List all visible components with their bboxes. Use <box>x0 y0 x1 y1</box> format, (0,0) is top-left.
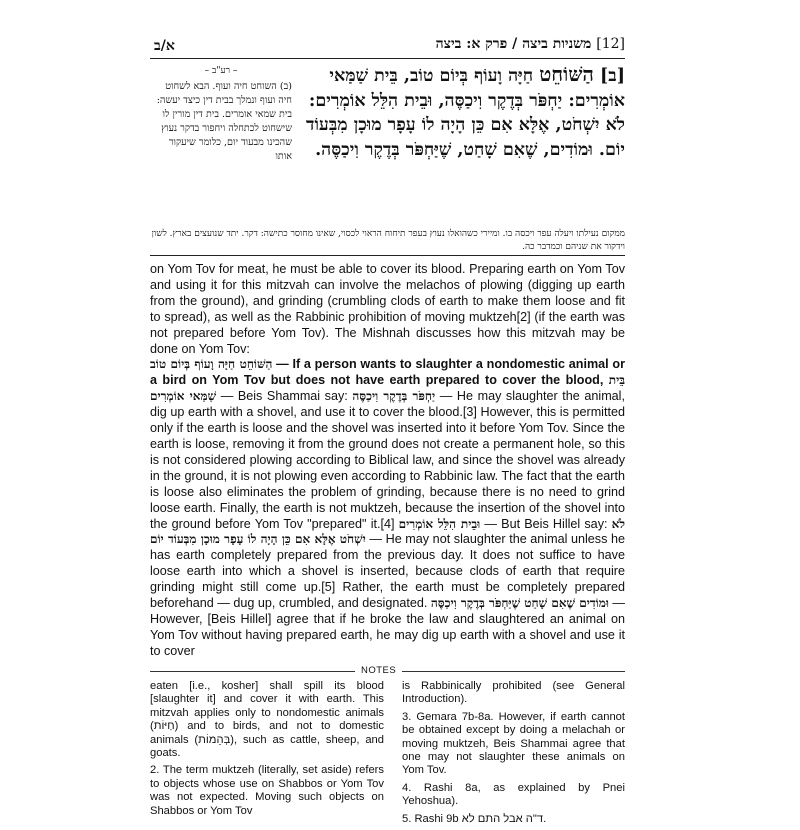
book-page <box>150 22 626 825</box>
running-header <box>150 34 625 60</box>
note-4: 4. Rashi 8a, as explained by Pnei Yehoshua). <box>402 781 625 808</box>
note-2-cont: is Rabbinically prohibited (see General Introduction). <box>402 680 625 706</box>
text-segment: — Beis Shammai say: <box>216 389 353 404</box>
mishnah-body: חַיָּה וָעוֹף בְּיוֹם טוֹב, בֵּית שַׁמַּאי אוֹמְרִים: יַחְפֹּר בְּדֶקֶר וִיכַסֶּה, וּבֵית הִלֵּל אוֹמְרִים: לֹא יִשְׁחֹט, אֶלָּא אִם כֵּן הָיָה לוֹ עָפָר מוּכָן מִבְּעוֹד יוֹם. וּמוֹדִים, שֶׁאִם שָׁחַט, שֶׁיַּחְפֹּר בְּדֶקֶר וִיכַסֶּה. <box>306 66 625 160</box>
text-segment: — If a person wants to slaughter a nondomestic animal or a bird on Yom Tov but does not have earth prepared to cover the blood, <box>150 357 625 388</box>
hebrew-quote: וּבֵית הִלֵּל אוֹמְרִים <box>398 516 481 531</box>
note-2: 2. The term muktzeh (literally, set aside) refers to objects whose use on Shabbos or Yom Tov was not expected. Moving such objects on Shabbos or Yom Tov <box>150 764 384 817</box>
text-segment: — He may slaughter the animal, dig up earth with a shovel, and use it to cover the blood.[3] However, this is permitted only if the earth is loose and the shovel was inserted into it before Yom Tov. Since the earth is loose, removing it from the ground does not create a permanent hole, so this is not considered plowing according to Biblical law, and since the shovel was already in the ground, it is not plowing even according to Rabbinic law. The fact that the earth is loose also eliminates the problem of grinding, because there is no need to grind loose earth. Finally, the earth is not muktzeh, because the insertion of the shovel into the ground before Yom Tov "prepared" it.[4] <box>150 389 625 531</box>
text-segment: — He may not slaughter the animal unless he has earth completely prepared from the previous day. It does not suffice to have loose earth into which a shovel is inserted, because clods of earth that require grinding might still come up.[5] Rather, the earth must be completely prepared beforehand — dug up, crumbled, and designated. <box>150 532 626 611</box>
page-number: [12] <box>596 36 625 52</box>
mishnah-text <box>300 62 625 162</box>
hebrew-quote: הַשּׁוֹחֵט חַיָּה וָעוֹף בְּיוֹם טוֹב <box>150 357 273 372</box>
english-commentary <box>150 262 625 660</box>
hebrew-quote: וּמוֹדִים שֶׁאִם שָׁחַט שֶׁיַּחְפֹּר בְּדֶקֶר וִיכַסֶּה <box>430 596 609 611</box>
notes-column-left <box>150 680 384 822</box>
mishnah-number: [ב] <box>600 66 625 86</box>
hebrew-quote: יַחְפֹּר בְּדֶקֶר וִיכַסֶּה <box>352 389 436 404</box>
rav-commentary <box>150 64 292 164</box>
running-title <box>436 36 625 53</box>
mishnah-opening: הַשּׁוֹחֵט <box>539 62 594 86</box>
notes-divider <box>150 665 625 677</box>
section-divider <box>150 255 625 256</box>
note-3: 3. Gemara 7b-8a. However, if earth cannot be obtained except by doing a melachah or moving muktzeh, Beis Shammai agree that one may not slaughter these animals on Yom Tov. <box>402 710 625 777</box>
note-1: eaten [i.e., kosher] shall spill its blood [slaughter it] and cover it with earth. This mitzvah applies only to nondomestic animals (חַיּוֹת) and to birds, and not to domestic animals (בְּהֵמוֹת), such as cattle, sheep, and goats. <box>150 680 384 760</box>
text-segment: — But Beis Hillel say: <box>480 516 612 531</box>
rav-label: – רע"ב – <box>204 66 238 76</box>
note-5: 5. Rashi 9b ד"ה אבל התם לא. <box>402 812 547 825</box>
notes-column-right <box>402 680 625 830</box>
notes-label: NOTES <box>355 665 402 676</box>
folio: א/ב <box>154 38 175 54</box>
paragraph-main <box>150 357 625 659</box>
text-segment: — However, [Beis Hillel] agree that if he broke the law and slaughtered an animal on Yom Tov without having prepared earth, he may dig up earth with a shovel and use it to cover <box>150 596 625 658</box>
running-title-text: משניות ביצה / פרק א: ביצה <box>435 36 592 52</box>
hebrew-quote: לֹא יִשְׁחֹט אֶלָּא אִם כֵּן הָיָה לוֹ עָפָר מוּכָן מִבְּעוֹד יוֹם <box>150 516 625 547</box>
header-rule <box>150 58 625 59</box>
hebrew-quote: בֵּית שַׁמַּאי אוֹמְרִים <box>150 373 625 404</box>
rav-text: (ב) השוחט חיה ועוף. הבא לשחוט חיה ועוף ונמלך בבית דין כיצד יעשה: בית שמאי אומרים. בית דין מורין לו שישחוט לכתחלה ויחפור בדקר נעוץ שהכינו מבעוד יום, כלומר שיעקור אותו <box>156 81 292 162</box>
hebrew-gloss: ממקום נעילתו ויעלה עפר ויכסה בו. ומיירי כשהואלו נעוץ בעפר תיחוח הראוי לכסוי, שאינו מחוסר כתישה: דקר. יתד שנועצים בארץ. לשון וידקור את שניהם וכמדבר כה. <box>151 229 625 252</box>
paragraph-intro: on Yom Tov for meat, he must be able to cover its blood. Preparing earth on Yom Tov and using it for this mitzvah can involve the melachos of plowing (digging up earth from the ground), and grinding (crumbling clods of earth to make them loose and fit to spread), as well as the Rabbinic prohibition of moving muktzeh[2] (if the earth was not prepared before Yom Tov). The Mishnah discusses how this mitzvah may be done on Yom Tov: <box>150 262 625 356</box>
